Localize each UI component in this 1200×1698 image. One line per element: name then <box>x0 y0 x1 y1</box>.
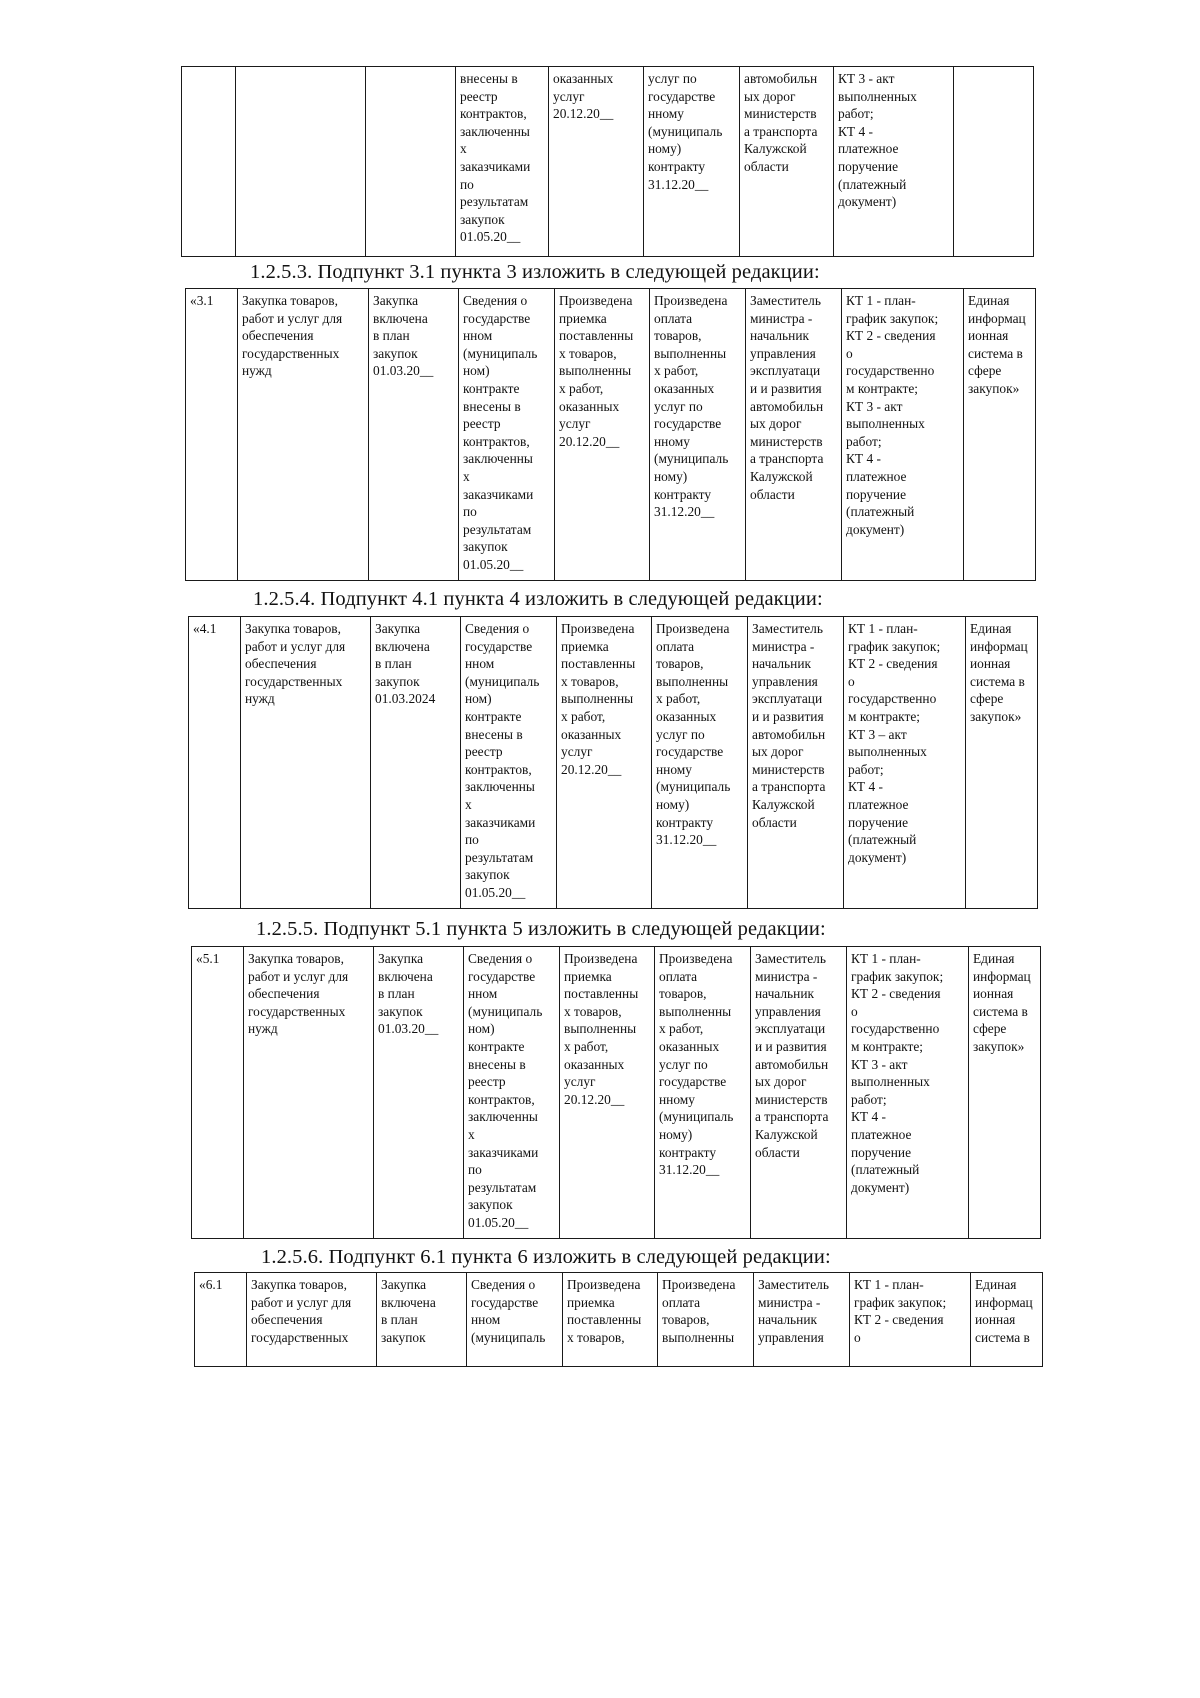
cell-event: Закупка товаров, работ и услуг для обеспечения государственных нужд <box>238 289 369 581</box>
cell-number: «6.1 <box>195 1273 247 1367</box>
table-row <box>186 289 1036 581</box>
cell-system: Единая информац ионная система в сфере закупок» <box>969 947 1041 1239</box>
cell-kt3: Произведена приемка поставленны х товаров, <box>563 1273 658 1367</box>
cell-system: Единая информац ионная система в сфере закупок» <box>966 617 1038 909</box>
cell-kt4: Произведена оплата товаров, выполненны <box>658 1273 754 1367</box>
cell-event: Закупка товаров, работ и услуг для обеспечения государственных <box>247 1273 377 1367</box>
cell-kt1: Закупка включена в план закупок 01.03.20__ <box>369 289 459 581</box>
section-table <box>185 288 1036 581</box>
table-row <box>182 67 1034 257</box>
cell-documents: КТ 1 - план- график закупок; КТ 2 - сведения о <box>850 1273 971 1367</box>
cell-kt2: внесены в реестр контрактов, заключенны х заказчиками по результатам закупок 01.05.20__ <box>456 67 549 257</box>
cell-system: Единая информац ионная система в <box>971 1273 1043 1367</box>
cell-kt1: Закупка включена в план закупок <box>377 1273 467 1367</box>
cell-kt4: Произведена оплата товаров, выполненны х работ, оказанных услуг по государстве нному (муниципаль ному) контракту 31.12.20__ <box>650 289 746 581</box>
cell-kt3: Произведена приемка поставленны х товаров, выполненны х работ, оказанных услуг 20.12.20__ <box>557 617 652 909</box>
cell-responsible: Заместитель министра - начальник управления <box>754 1273 850 1367</box>
table-row <box>189 617 1038 909</box>
section-heading: 1.2.5.3. Подпункт 3.1 пункта 3 изложить в следующей редакции: <box>250 261 820 283</box>
cell-number <box>182 67 236 257</box>
cell-event <box>236 67 366 257</box>
cell-kt3: Произведена приемка поставленны х товаров, выполненны х работ, оказанных услуг 20.12.20__ <box>555 289 650 581</box>
cell-kt1: Закупка включена в план закупок 01.03.20__ <box>374 947 464 1239</box>
cell-kt2: Сведения о государстве нном (муниципаль ном) контракте внесены в реестр контрактов, заключенны х заказчиками по результатам закупок 01.05.20__ <box>459 289 555 581</box>
cell-system: Единая информац ионная система в сфере закупок» <box>964 289 1036 581</box>
cell-number: «5.1 <box>192 947 244 1239</box>
continuation-table <box>181 66 1034 257</box>
section-table <box>191 946 1041 1239</box>
section-heading: 1.2.5.6. Подпункт 6.1 пункта 6 изложить в следующей редакции: <box>261 1246 831 1268</box>
section-table <box>188 616 1038 909</box>
cell-documents: КТ 1 - план- график закупок; КТ 2 - сведения о государственно м контракте; КТ 3 - акт выполненных работ; КТ 4 - платежное поручение (платежный документ) <box>842 289 964 581</box>
cell-kt2: Сведения о государстве нном (муниципаль ном) контракте внесены в реестр контрактов, заключенны х заказчиками по результатам закупок 01.05.20__ <box>464 947 560 1239</box>
cell-kt4: услуг по государстве нному (муниципаль ному) контракту 31.12.20__ <box>644 67 740 257</box>
cell-documents: КТ 1 - план- график закупок; КТ 2 - сведения о государственно м контракте; КТ 3 - акт выполненных работ; КТ 4 - платежное поручение (платежный документ) <box>847 947 969 1239</box>
cell-documents: КТ 1 - план- график закупок; КТ 2 - сведения о государственно м контракте; КТ 3 – акт выполненных работ; КТ 4 - платежное поручение (платежный документ) <box>844 617 966 909</box>
section-heading: 1.2.5.4. Подпункт 4.1 пункта 4 изложить в следующей редакции: <box>253 588 823 610</box>
cell-system <box>954 67 1034 257</box>
cell-responsible: Заместитель министра - начальник управления эксплуатаци и и развития автомобильн ых дорог министерств а транспорта Калужской области <box>748 617 844 909</box>
cell-event: Закупка товаров, работ и услуг для обеспечения государственных нужд <box>241 617 371 909</box>
cell-responsible: Заместитель министра - начальник управления эксплуатаци и и развития автомобильн ых дорог министерств а транспорта Калужской области <box>746 289 842 581</box>
cell-kt3: Произведена приемка поставленны х товаров, выполненны х работ, оказанных услуг 20.12.20__ <box>560 947 655 1239</box>
cell-responsible: Заместитель министра - начальник управления эксплуатаци и и развития автомобильн ых дорог министерств а транспорта Калужской области <box>751 947 847 1239</box>
section-table <box>194 1272 1043 1367</box>
cell-responsible: автомобильн ых дорог министерств а транспорта Калужской области <box>740 67 834 257</box>
cell-documents: КТ 3 - акт выполненных работ; КТ 4 - платежное поручение (платежный документ) <box>834 67 954 257</box>
cell-number: «4.1 <box>189 617 241 909</box>
section-heading: 1.2.5.5. Подпункт 5.1 пункта 5 изложить в следующей редакции: <box>256 918 826 940</box>
cell-kt4: Произведена оплата товаров, выполненны х работ, оказанных услуг по государстве нному (муниципаль ному) контракту 31.12.20__ <box>655 947 751 1239</box>
cell-kt3: оказанных услуг 20.12.20__ <box>549 67 644 257</box>
cell-kt1 <box>366 67 456 257</box>
cell-kt4: Произведена оплата товаров, выполненны х работ, оказанных услуг по государстве нному (муниципаль ному) контракту 31.12.20__ <box>652 617 748 909</box>
cell-kt2: Сведения о государстве нном (муниципаль <box>467 1273 563 1367</box>
table-row <box>195 1273 1043 1367</box>
table-row <box>192 947 1041 1239</box>
cell-event: Закупка товаров, работ и услуг для обеспечения государственных нужд <box>244 947 374 1239</box>
cell-number: «3.1 <box>186 289 238 581</box>
cell-kt2: Сведения о государстве нном (муниципаль ном) контракте внесены в реестр контрактов, заключенны х заказчиками по результатам закупок 01.05.20__ <box>461 617 557 909</box>
cell-kt1: Закупка включена в план закупок 01.03.2024 <box>371 617 461 909</box>
